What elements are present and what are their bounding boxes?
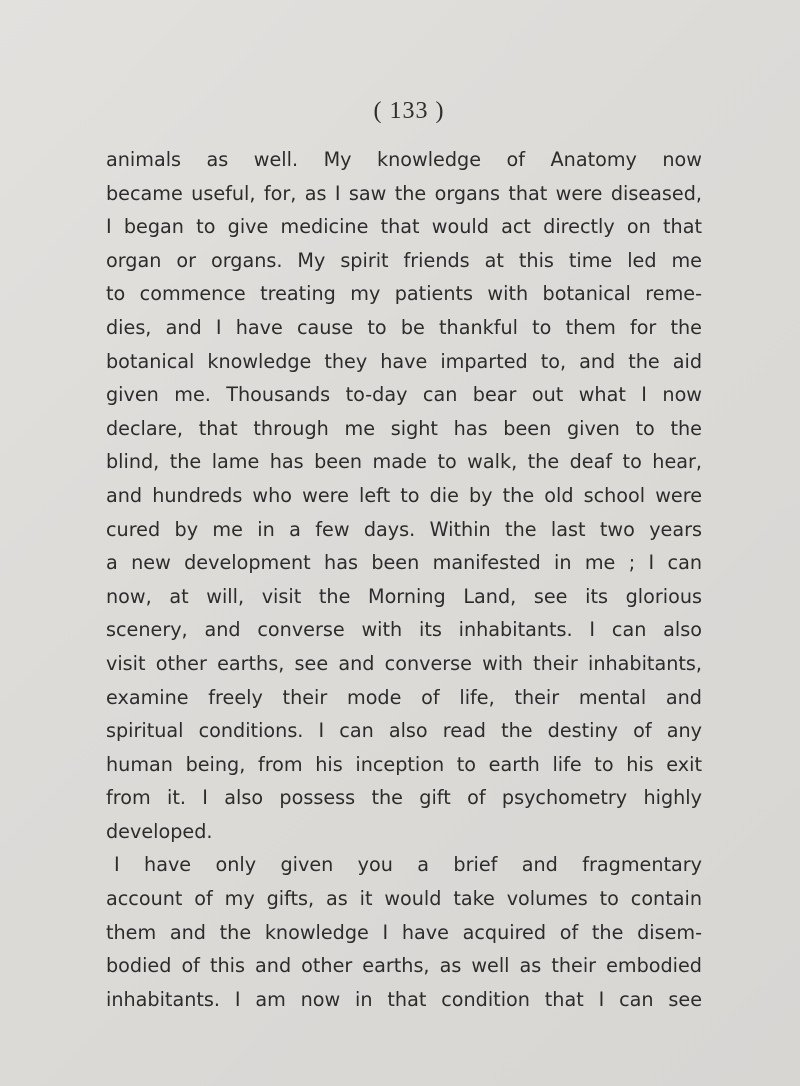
text-line: from it. I also possess the gift of psychometry highly: [106, 786, 702, 810]
text-line: animals as well. My knowledge of Anatomy now: [106, 148, 702, 171]
text-line: spiritual conditions. I can also read the destiny of any: [106, 719, 702, 743]
text-line: dies, and I have cause to be thankful to them for the: [106, 315, 702, 339]
text-line: account of my gifts, as it would take volumes to contain: [106, 887, 702, 911]
text-line: inhabitants. I am now in that condition that I can see: [106, 987, 702, 1011]
text-line: visit other earths, see and converse with their inhabitants,: [106, 651, 702, 675]
body-text: [106, 143, 706, 1016]
text-line: scenery, and converse with its inhabitants. I can also: [106, 618, 702, 642]
text-line: I have only given you a brief and fragmentary: [114, 853, 702, 877]
text-line: now, at will, visit the Morning Land, see its glorious: [106, 584, 702, 608]
text-line: and hundreds who were left to die by the old school were: [106, 483, 702, 507]
text-line: a new development has been manifested in me ; I can: [106, 551, 702, 575]
text-line: developed.: [106, 819, 213, 843]
text-line: cured by me in a few days. Within the last two years: [106, 517, 702, 541]
text-line: given me. Thousands to-day can bear out what I now: [106, 383, 702, 407]
text-line: declare, that through me sight has been given to the: [106, 416, 702, 440]
text-line: blind, the lame has been made to walk, the deaf to hear,: [106, 450, 702, 474]
text-line: human being, from his inception to earth life to his exit: [106, 752, 702, 776]
text-line: examine freely their mode of life, their mental and: [106, 685, 702, 709]
text-line: organ or organs. My spirit friends at this time led me: [106, 248, 702, 272]
text-line: botanical knowledge they have imparted to, and the aid: [106, 349, 702, 373]
page-number: ( 133 ): [373, 98, 445, 124]
text-line: I began to give medicine that would act directly on that: [106, 215, 702, 239]
text-line: to commence treating my patients with botanical reme-: [106, 282, 702, 306]
text-line: them and the knowledge I have acquired of the disem-: [106, 920, 702, 944]
text-line: bodied of this and other earths, as well as their embodied: [106, 954, 702, 978]
text-line: became useful, for, as I saw the organs that were diseased,: [106, 181, 702, 205]
